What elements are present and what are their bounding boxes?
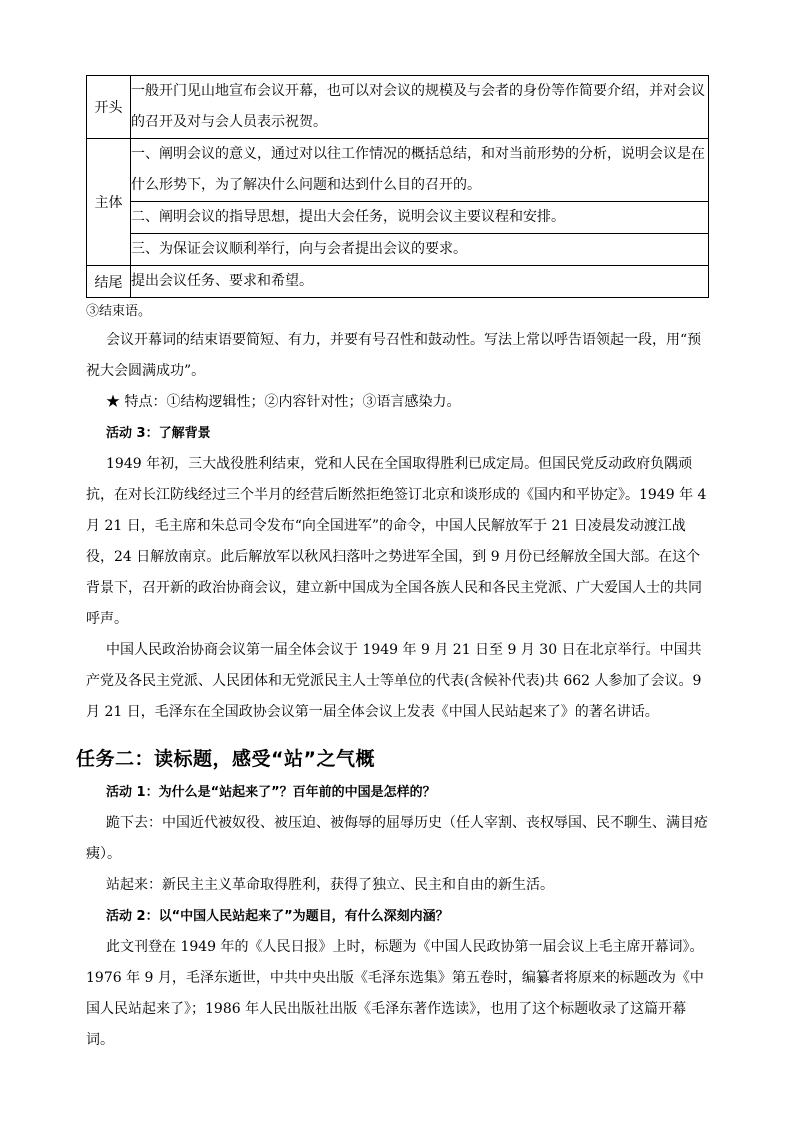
activity1-title: 活动 1：为什么是“站起来了”？百年前的中国是怎样的？ <box>106 785 436 800</box>
activity2-paragraph-1: 此文刊登在 1949 年的《人民日报》上时，标题为《中国人民政协第一届会议上毛主席开幕词》。1976 年 9 月，毛泽东逝世，中共中央出版《毛泽东选集》第五卷时，编纂者将原来的标题改为《中国人民站起来了》；1986 年人民出版社出版《毛泽东著作选读》，也用了这个标题收录了这篇开幕词。 <box>86 939 704 1048</box>
activity3-title: 活动 3：了解背景 <box>106 426 211 441</box>
features-line: ★ 特点：①结构逻辑性；②内容针对性；③语言感染力。 <box>106 394 461 410</box>
activity1-paragraph-1: 跪下去：中国近代被奴役、被压迫、被侮辱的屈辱历史（任人宰割、丧权辱国、民不聊生、满目疮痍）。 <box>86 815 708 862</box>
activity2-title: 活动 2：以“中国人民站起来了”为题目，有什么深刻内涵？ <box>106 909 449 924</box>
activity3-paragraph-1: 1949 年初，三大战役胜利结束，党和人民在全国取得胜利已成定局。但国民党反动政府负隅顽抗，在对长江防线经过三个半月的经营后断然拒绝签订北京和谈形成的《国内和平协定》。1949 年 4 月 21 日，毛主席和朱总司令发布“向全国进军”的命令，中国人民解放军于 21 日凌晨发动渡江战役，24 日解放南京。此后解放军以秋风扫落叶之势进军全国，到 9 月份已经解放全国大部。在这个背景下，召开新的政治协商会议，建立新中国成为全国各族人民和各民主党派、广大爱国人士的共同呼声。 <box>86 456 707 627</box>
body-item-2: 二、阐明会议的指导思想，提出大会任务，说明会议主要议程和安排。 <box>131 202 709 234</box>
activity3-paragraph-2: 中国人民政治协商会议第一届全体会议于 1949 年 9 月 21 日至 9 月 30 日在北京举行。中国共产党及各民主党派、人民团体和无党派民主人士等单位的代表(含候补代表)共 662 人参加了会议。9 月 21 日，毛泽东在全国政协会议第一届全体会议上发表《中国人民站起来了》的著名讲话。 <box>86 642 702 720</box>
task2-heading: 任务二：读标题，感受“站”之气概 <box>76 748 375 770</box>
ending-text: 会议开幕词的结束语要简短、有力，并要有号召性和鼓动性。写法上常以呼告语领起一段，用“预祝大会圆满成功”。 <box>86 332 702 379</box>
ending-title: ③结束语。 <box>86 304 152 319</box>
task2-section <box>86 777 712 1056</box>
row-label-ending: 结尾 <box>87 266 131 298</box>
table-row <box>87 202 709 234</box>
opening-description: 一般开门见山地宣布会议开幕，也可以对会议的规模及与会者的身份等作简要介绍，并对会议的召开及对与会人员表示祝贺。 <box>131 76 709 139</box>
section-after-table <box>86 298 712 728</box>
body-item-3: 三、为保证会议顺利举行，向与会者提出会议的要求。 <box>131 234 709 266</box>
table-row <box>87 234 709 266</box>
ending-description: 提出会议任务、要求和希望。 <box>131 266 709 298</box>
opening-speech-structure-table <box>86 75 709 298</box>
table-row <box>87 139 709 202</box>
row-label-opening: 开头 <box>87 76 131 139</box>
table-row <box>87 76 709 139</box>
activity1-paragraph-2: 站起来：新民主主义革命取得胜利，获得了独立、民主和自由的新生活。 <box>106 877 554 893</box>
row-label-body: 主体 <box>87 139 131 266</box>
body-item-1: 一、阐明会议的意义，通过对以往工作情况的概括总结，和对当前形势的分析，说明会议是在什么形势下，为了解决什么问题和达到什么目的召开的。 <box>131 139 709 202</box>
table-row <box>87 266 709 298</box>
